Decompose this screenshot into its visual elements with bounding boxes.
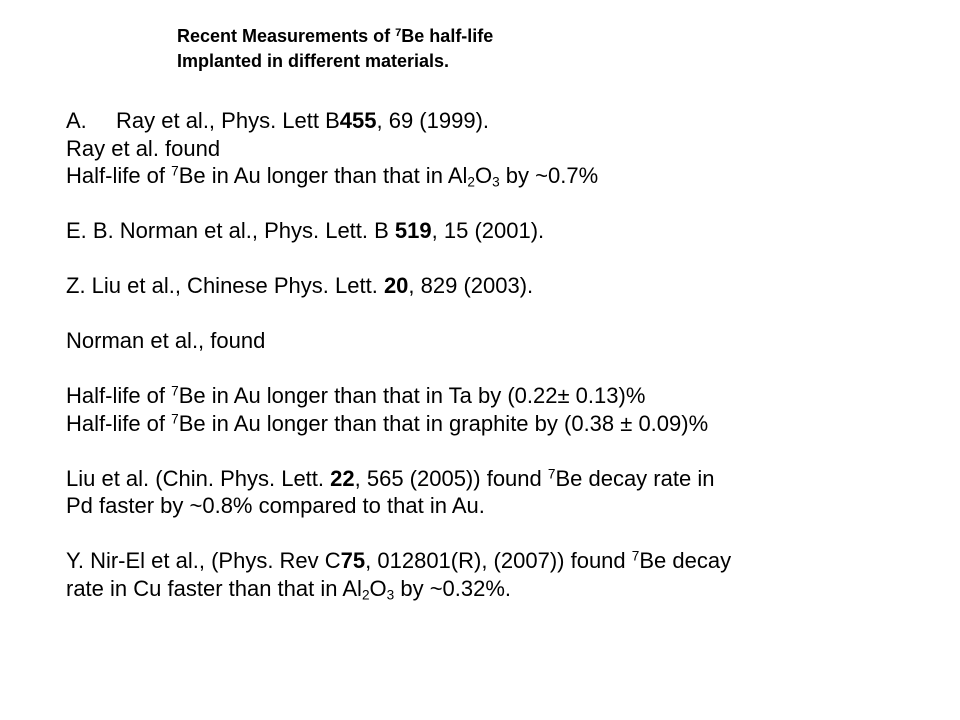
reference-ray: A. Ray et al., Phys. Lett B455, 69 (1999). bbox=[66, 108, 490, 133]
norman-result-ta: Half-life of $^7$Be in Au longer than that in Ta by (0.22± 0.13)% bbox=[66, 383, 646, 408]
spacer bbox=[66, 355, 946, 383]
ray-result: Half-life of $^7$Be in Au longer than that in $Al_2O_3$ by ~0.7% bbox=[66, 163, 599, 190]
spacer bbox=[66, 300, 946, 328]
liu-result-line-2: Pd faster by ~0.8% compared to that in Au. bbox=[66, 493, 485, 518]
spacer bbox=[66, 245, 946, 273]
spacer bbox=[66, 437, 946, 465]
nirel-result-line-2: rate in Cu faster than that in $Al_2O_3$ by ~0.32%. bbox=[66, 575, 512, 602]
spacer bbox=[66, 190, 946, 218]
header-line-1: Recent Measurements of $^7$Be half-life bbox=[177, 26, 494, 46]
norman-found-label: Norman et al., found bbox=[66, 328, 266, 353]
slide-body bbox=[66, 107, 946, 602]
norman-result-graphite: Half-life of $^7$Be in Au longer than that in graphite by (0.38 ± 0.09)% bbox=[66, 410, 709, 436]
reference-liu: Z. Liu et al., Chinese Phys. Lett. 20, 829 (2003). bbox=[66, 273, 534, 298]
nirel-result-line-1: Y. Nir-El et al., (Phys. Rev C75, 012801(R), (2007)) found $^7$Be decay bbox=[66, 548, 732, 573]
reference-norman: E. B. Norman et al., Phys. Lett. B 519, 15 (2001). bbox=[66, 218, 545, 243]
slide-header bbox=[177, 24, 493, 74]
spacer bbox=[66, 520, 946, 548]
header-line-2: Implanted in different materials. bbox=[177, 51, 450, 71]
liu-result-line-1: Liu et al. (Chin. Phys. Lett. 22, 565 (2005)) found $^7$Be decay rate in bbox=[66, 465, 715, 491]
ray-found-label: Ray et al. found bbox=[66, 135, 221, 161]
